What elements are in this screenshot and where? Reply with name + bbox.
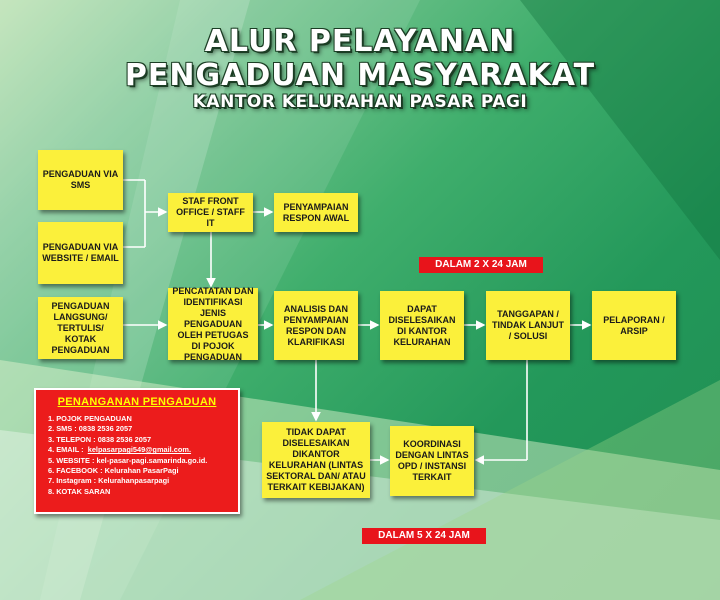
box-analisis: ANALISIS DAN PENYAMPAIAN RESPON DAN KLARIFIKASI xyxy=(274,291,358,360)
email-link[interactable]: kelpasarpagi549@gmail.com. xyxy=(87,445,192,455)
info-item-email xyxy=(48,445,238,455)
box-respon-awal: PENYAMPAIAN RESPON AWAL xyxy=(274,193,358,232)
info-item: 2. SMS : 0838 2536 2057 xyxy=(48,424,133,434)
box-tanggapan: TANGGAPAN / TINDAK LANJUT / SOLUSI xyxy=(486,291,570,360)
info-item: 3. TELEPON : 0838 2536 2057 xyxy=(48,434,152,444)
box-pelaporan: PELAPORAN / ARSIP xyxy=(592,291,676,360)
info-panel-penanganan xyxy=(34,388,240,514)
info-item: 8. KOTAK SARAN xyxy=(48,486,111,496)
box-pencatatan: PENCATATAN DAN IDENTIFIKASI JENIS PENGADUAN OLEH PETUGAS DI POJOK PENGADUAN xyxy=(168,288,258,360)
box-pengaduan-langsung: PENGADUAN LANGSUNG/ TERTULIS/ KOTAK PENGADUAN xyxy=(38,297,123,359)
box-staf-front-office: STAF FRONT OFFICE / STAFF IT xyxy=(168,193,253,232)
title-line-2: PENGADUAN MASYARAKAT xyxy=(124,58,596,93)
tag-2x24-jam: DALAM 2 X 24 JAM xyxy=(419,257,543,273)
tag-5x24-jam: DALAM 5 X 24 JAM xyxy=(362,528,486,544)
title-line-1: ALUR PELAYANAN xyxy=(204,24,516,59)
box-pengaduan-website: PENGADUAN VIA WEBSITE / EMAIL xyxy=(38,222,123,284)
title-line-3: KANTOR KELURAHAN PASAR PAGI xyxy=(192,92,528,112)
info-item: 6. FACEBOOK : Kelurahan PasarPagi xyxy=(48,466,179,476)
box-koordinasi: KOORDINASI DENGAN LINTAS OPD / INSTANSI TERKAIT xyxy=(390,426,474,496)
info-item: 7. Instagram : Kelurahanpasarpagi xyxy=(48,476,170,486)
info-item: 1. POJOK PENGADUAN xyxy=(48,414,132,423)
box-tidak-dapat: TIDAK DAPAT DISELESAIKAN DIKANTOR KELURAHAN (LINTAS SEKTORAL DAN/ ATAU TERKAIT KEBIJAKAN) xyxy=(262,422,370,498)
info-panel-title: PENANGANAN PENGADUAN xyxy=(57,396,217,408)
box-dapat-diselesaikan: DAPAT DISELESAIKAN DI KANTOR KELURAHAN xyxy=(380,291,464,360)
email-label: 4. EMAIL : xyxy=(48,445,84,455)
info-list xyxy=(48,414,238,497)
box-pengaduan-sms: PENGADUAN VIA SMS xyxy=(38,150,123,210)
info-item: 5. WEBSITE : kel-pasar-pagi.samarinda.go.id. xyxy=(48,455,208,465)
